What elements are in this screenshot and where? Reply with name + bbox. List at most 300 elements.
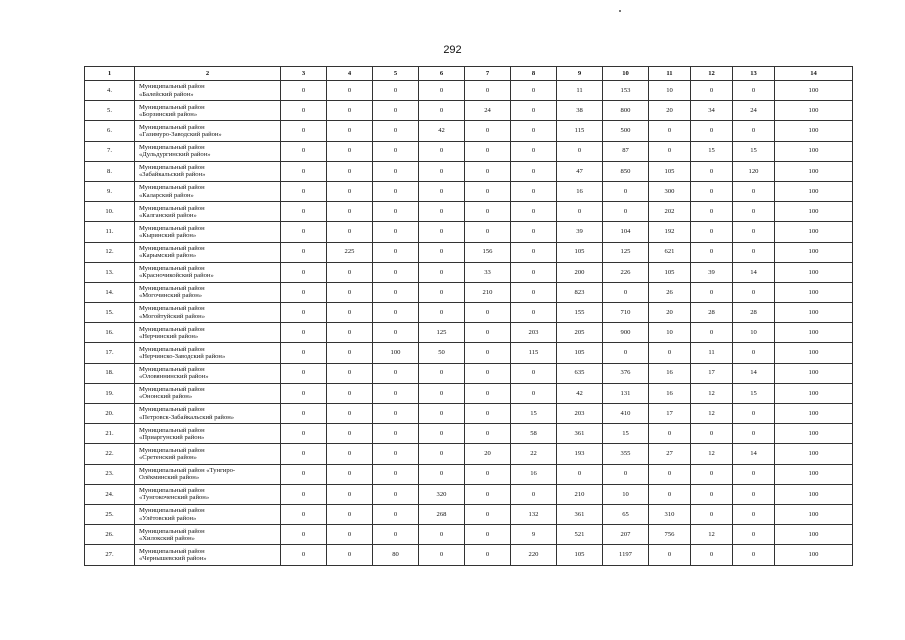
value-cell-col-12: 0 [691, 323, 733, 343]
value-cell-col-13: 28 [733, 303, 775, 323]
value-cell-col-10: 0 [603, 343, 649, 363]
value-cell-col-8: 16 [511, 464, 557, 484]
value-cell-col-7: 210 [465, 282, 511, 302]
district-name [135, 424, 281, 444]
district-name-line: Муниципальный район [139, 285, 205, 293]
value-cell-col-7: 20 [465, 444, 511, 464]
value-cell-col-11: 16 [649, 383, 691, 403]
value-cell-col-9: 0 [557, 464, 603, 484]
header-cell: 4 [327, 67, 373, 81]
value-cell-col-4: 0 [327, 525, 373, 545]
value-cell-col-5: 0 [373, 464, 419, 484]
scan-speck [619, 10, 621, 12]
district-name-line: «Сретенский район» [139, 453, 197, 461]
header-cell: 3 [281, 67, 327, 81]
value-cell-col-5: 0 [373, 383, 419, 403]
table-row [85, 323, 853, 343]
page-number: 292 [443, 44, 462, 56]
value-cell-col-7: 156 [465, 242, 511, 262]
district-name-line: Муниципальный район [139, 204, 205, 212]
row-number: 6. [85, 121, 135, 141]
row-number: 8. [85, 161, 135, 181]
row-number: 5. [85, 101, 135, 121]
value-cell-col-11: 105 [649, 161, 691, 181]
value-cell-col-12: 0 [691, 161, 733, 181]
value-cell-col-6: 0 [419, 444, 465, 464]
value-cell-col-5: 0 [373, 525, 419, 545]
value-cell-col-5: 0 [373, 222, 419, 242]
district-name [135, 323, 281, 343]
value-cell-col-8: 220 [511, 545, 557, 565]
value-cell-col-3: 0 [281, 141, 327, 161]
district-name-line: Муниципальный район [139, 244, 205, 252]
district-name [135, 383, 281, 403]
table-row [85, 404, 853, 424]
district-name-line: Муниципальный район [139, 487, 205, 495]
district-name-line: Муниципальный район [139, 507, 205, 515]
header-cell: 7 [465, 67, 511, 81]
value-cell-col-11: 10 [649, 323, 691, 343]
value-cell-col-5: 0 [373, 202, 419, 222]
row-number: 13. [85, 262, 135, 282]
district-name-line: Олёкминский район» [139, 474, 200, 482]
row-number: 19. [85, 383, 135, 403]
value-cell-col-10: 376 [603, 363, 649, 383]
value-cell-col-8: 0 [511, 121, 557, 141]
value-cell-col-12: 34 [691, 101, 733, 121]
value-cell-col-9: 38 [557, 101, 603, 121]
value-cell-col-3: 0 [281, 242, 327, 262]
header-cell: 5 [373, 67, 419, 81]
row-number: 15. [85, 303, 135, 323]
value-cell-col-5: 0 [373, 101, 419, 121]
district-name-line: «Красночикойский район» [139, 272, 214, 280]
value-cell-col-11: 0 [649, 141, 691, 161]
row-number: 4. [85, 81, 135, 101]
value-cell-col-13: 10 [733, 323, 775, 343]
value-cell-col-9: 635 [557, 363, 603, 383]
value-cell-col-10: 0 [603, 181, 649, 201]
table-row [85, 161, 853, 181]
value-cell-col-6: 0 [419, 101, 465, 121]
value-cell-col-12: 0 [691, 424, 733, 444]
value-cell-col-9: 42 [557, 383, 603, 403]
value-cell-col-5: 0 [373, 484, 419, 504]
value-cell-col-11: 27 [649, 444, 691, 464]
value-cell-col-6: 0 [419, 181, 465, 201]
value-cell-col-9: 205 [557, 323, 603, 343]
table-row [85, 484, 853, 504]
table-row [85, 121, 853, 141]
value-cell-col-5: 0 [373, 282, 419, 302]
district-name-line: Муниципальный район «Тунгиро- [139, 466, 236, 474]
district-name-line: Муниципальный район [139, 224, 205, 232]
value-cell-col-11: 310 [649, 504, 691, 524]
value-cell-col-13: 0 [733, 484, 775, 504]
value-cell-col-11: 10 [649, 81, 691, 101]
value-cell-col-3: 0 [281, 383, 327, 403]
value-cell-col-8: 0 [511, 282, 557, 302]
value-cell-col-4: 0 [327, 262, 373, 282]
district-name-line: «Балейский район» [139, 90, 194, 98]
value-cell-col-3: 0 [281, 464, 327, 484]
value-cell-col-8: 0 [511, 222, 557, 242]
district-name [135, 444, 281, 464]
value-cell-col-3: 0 [281, 363, 327, 383]
value-cell-col-9: 0 [557, 202, 603, 222]
table-row [85, 424, 853, 444]
value-cell-col-4: 0 [327, 101, 373, 121]
district-name-line: Муниципальный район [139, 406, 205, 414]
value-cell-col-9: 105 [557, 545, 603, 565]
value-cell-col-4: 0 [327, 202, 373, 222]
value-cell-col-12: 12 [691, 404, 733, 424]
value-cell-col-5: 0 [373, 363, 419, 383]
value-cell-col-12: 0 [691, 81, 733, 101]
value-cell-col-11: 192 [649, 222, 691, 242]
value-cell-col-13: 14 [733, 262, 775, 282]
value-cell-col-10: 0 [603, 464, 649, 484]
value-cell-col-9: 193 [557, 444, 603, 464]
value-cell-col-11: 16 [649, 363, 691, 383]
value-cell-col-11: 0 [649, 343, 691, 363]
district-name [135, 141, 281, 161]
value-cell-col-3: 0 [281, 545, 327, 565]
district-name [135, 121, 281, 141]
value-cell-col-8: 15 [511, 404, 557, 424]
district-name [135, 303, 281, 323]
table-row [85, 141, 853, 161]
value-cell-col-10: 850 [603, 161, 649, 181]
district-name-line: Муниципальный район [139, 527, 205, 535]
value-cell-col-10: 800 [603, 101, 649, 121]
row-number: 12. [85, 242, 135, 262]
row-number: 21. [85, 424, 135, 444]
value-cell-col-8: 0 [511, 202, 557, 222]
value-cell-col-3: 0 [281, 161, 327, 181]
value-cell-col-14: 100 [775, 282, 853, 302]
district-name-line: «Тунгокоченский район» [139, 494, 210, 502]
value-cell-col-5: 0 [373, 424, 419, 444]
district-name-line: Муниципальный район [139, 123, 205, 131]
row-number: 17. [85, 343, 135, 363]
value-cell-col-3: 0 [281, 404, 327, 424]
value-cell-col-3: 0 [281, 202, 327, 222]
value-cell-col-7: 0 [465, 525, 511, 545]
row-number: 11. [85, 222, 135, 242]
header-cell: 10 [603, 67, 649, 81]
value-cell-col-11: 26 [649, 282, 691, 302]
value-cell-col-14: 100 [775, 161, 853, 181]
value-cell-col-13: 15 [733, 141, 775, 161]
district-name-line: «Газимуро-Заводский район» [139, 130, 222, 138]
value-cell-col-13: 120 [733, 161, 775, 181]
value-cell-col-7: 0 [465, 141, 511, 161]
table-row [85, 363, 853, 383]
value-cell-col-5: 0 [373, 81, 419, 101]
value-cell-col-7: 24 [465, 101, 511, 121]
value-cell-col-8: 0 [511, 262, 557, 282]
value-cell-col-3: 0 [281, 222, 327, 242]
value-cell-col-13: 0 [733, 424, 775, 444]
value-cell-col-6: 0 [419, 282, 465, 302]
value-cell-col-14: 100 [775, 404, 853, 424]
value-cell-col-3: 0 [281, 262, 327, 282]
value-cell-col-4: 0 [327, 303, 373, 323]
value-cell-col-14: 100 [775, 262, 853, 282]
header-cell: 14 [775, 67, 853, 81]
value-cell-col-6: 0 [419, 383, 465, 403]
value-cell-col-11: 0 [649, 121, 691, 141]
value-cell-col-11: 756 [649, 525, 691, 545]
value-cell-col-8: 9 [511, 525, 557, 545]
table-row [85, 222, 853, 242]
district-name [135, 242, 281, 262]
value-cell-col-12: 11 [691, 343, 733, 363]
district-name-line: «Приаргунский район» [139, 433, 205, 441]
value-cell-col-10: 10 [603, 484, 649, 504]
value-cell-col-12: 15 [691, 141, 733, 161]
value-cell-col-4: 0 [327, 504, 373, 524]
value-cell-col-13: 0 [733, 181, 775, 201]
value-cell-col-14: 100 [775, 141, 853, 161]
value-cell-col-14: 100 [775, 464, 853, 484]
value-cell-col-14: 100 [775, 101, 853, 121]
value-cell-col-5: 0 [373, 121, 419, 141]
district-name [135, 101, 281, 121]
row-number: 25. [85, 504, 135, 524]
data-table [84, 66, 853, 566]
table-row [85, 101, 853, 121]
header-row [85, 67, 853, 81]
value-cell-col-13: 0 [733, 121, 775, 141]
value-cell-col-14: 100 [775, 444, 853, 464]
value-cell-col-4: 0 [327, 404, 373, 424]
value-cell-col-7: 0 [465, 81, 511, 101]
value-cell-col-7: 33 [465, 262, 511, 282]
value-cell-col-14: 100 [775, 424, 853, 444]
value-cell-col-7: 0 [465, 343, 511, 363]
value-cell-col-4: 0 [327, 121, 373, 141]
value-cell-col-7: 0 [465, 121, 511, 141]
value-cell-col-6: 0 [419, 262, 465, 282]
value-cell-col-13: 15 [733, 383, 775, 403]
value-cell-col-7: 0 [465, 222, 511, 242]
header-cell: 8 [511, 67, 557, 81]
row-number: 14. [85, 282, 135, 302]
value-cell-col-8: 0 [511, 101, 557, 121]
table-row [85, 343, 853, 363]
value-cell-col-5: 0 [373, 141, 419, 161]
value-cell-col-9: 105 [557, 242, 603, 262]
value-cell-col-4: 0 [327, 444, 373, 464]
value-cell-col-12: 0 [691, 464, 733, 484]
header-cell: 6 [419, 67, 465, 81]
value-cell-col-9: 361 [557, 504, 603, 524]
district-name [135, 545, 281, 565]
row-number: 20. [85, 404, 135, 424]
row-number: 9. [85, 181, 135, 201]
header-cell: 9 [557, 67, 603, 81]
value-cell-col-12: 12 [691, 525, 733, 545]
value-cell-col-8: 203 [511, 323, 557, 343]
value-cell-col-12: 0 [691, 545, 733, 565]
value-cell-col-3: 0 [281, 504, 327, 524]
district-name-line: Муниципальный район [139, 143, 205, 151]
value-cell-col-4: 0 [327, 181, 373, 201]
value-cell-col-4: 0 [327, 81, 373, 101]
district-name-line: Муниципальный район [139, 265, 205, 273]
district-name-line: «Оловяннинский район» [139, 373, 209, 381]
value-cell-col-11: 202 [649, 202, 691, 222]
value-cell-col-14: 100 [775, 81, 853, 101]
district-name [135, 81, 281, 101]
value-cell-col-3: 0 [281, 101, 327, 121]
value-cell-col-4: 0 [327, 464, 373, 484]
value-cell-col-9: 203 [557, 404, 603, 424]
value-cell-col-12: 0 [691, 181, 733, 201]
table-row [85, 202, 853, 222]
value-cell-col-3: 0 [281, 323, 327, 343]
value-cell-col-11: 621 [649, 242, 691, 262]
district-name [135, 525, 281, 545]
value-cell-col-8: 0 [511, 141, 557, 161]
value-cell-col-7: 0 [465, 464, 511, 484]
value-cell-col-9: 105 [557, 343, 603, 363]
value-cell-col-13: 0 [733, 464, 775, 484]
district-name [135, 222, 281, 242]
value-cell-col-11: 0 [649, 545, 691, 565]
value-cell-col-13: 0 [733, 404, 775, 424]
value-cell-col-3: 0 [281, 121, 327, 141]
value-cell-col-13: 0 [733, 525, 775, 545]
value-cell-col-8: 132 [511, 504, 557, 524]
district-name-line: Муниципальный район [139, 366, 205, 374]
value-cell-col-10: 410 [603, 404, 649, 424]
value-cell-col-5: 0 [373, 444, 419, 464]
value-cell-col-6: 0 [419, 161, 465, 181]
value-cell-col-7: 0 [465, 484, 511, 504]
district-name-line: «Чернышевский район» [139, 554, 207, 562]
value-cell-col-14: 100 [775, 121, 853, 141]
table-row [85, 282, 853, 302]
value-cell-col-6: 0 [419, 404, 465, 424]
value-cell-col-11: 20 [649, 303, 691, 323]
value-cell-col-12: 0 [691, 222, 733, 242]
table-row [85, 444, 853, 464]
value-cell-col-13: 14 [733, 444, 775, 464]
value-cell-col-8: 0 [511, 303, 557, 323]
value-cell-col-3: 0 [281, 303, 327, 323]
row-number: 10. [85, 202, 135, 222]
value-cell-col-4: 0 [327, 323, 373, 343]
value-cell-col-4: 225 [327, 242, 373, 262]
district-name-line: «Каларский район» [139, 191, 194, 199]
district-name-line: Муниципальный район [139, 103, 205, 111]
value-cell-col-4: 0 [327, 343, 373, 363]
district-name-line: «Забайкальский район» [139, 171, 206, 179]
value-cell-col-3: 0 [281, 444, 327, 464]
value-cell-col-3: 0 [281, 181, 327, 201]
value-cell-col-9: 47 [557, 161, 603, 181]
district-name-line: «Борзинский район» [139, 110, 198, 118]
value-cell-col-8: 0 [511, 383, 557, 403]
value-cell-col-6: 0 [419, 363, 465, 383]
value-cell-col-11: 0 [649, 424, 691, 444]
header-cell: 11 [649, 67, 691, 81]
value-cell-col-14: 100 [775, 484, 853, 504]
value-cell-col-7: 0 [465, 424, 511, 444]
table-row [85, 181, 853, 201]
value-cell-col-6: 0 [419, 545, 465, 565]
value-cell-col-5: 0 [373, 242, 419, 262]
value-cell-col-4: 0 [327, 545, 373, 565]
value-cell-col-14: 100 [775, 202, 853, 222]
value-cell-col-5: 100 [373, 343, 419, 363]
value-cell-col-14: 100 [775, 363, 853, 383]
value-cell-col-12: 0 [691, 242, 733, 262]
value-cell-col-4: 0 [327, 141, 373, 161]
value-cell-col-12: 0 [691, 202, 733, 222]
value-cell-col-7: 0 [465, 404, 511, 424]
value-cell-col-5: 80 [373, 545, 419, 565]
district-name-line: Муниципальный район [139, 386, 205, 394]
value-cell-col-9: 11 [557, 81, 603, 101]
value-cell-col-11: 20 [649, 101, 691, 121]
value-cell-col-10: 15 [603, 424, 649, 444]
value-cell-col-14: 100 [775, 525, 853, 545]
value-cell-col-7: 0 [465, 383, 511, 403]
table-row [85, 262, 853, 282]
district-name [135, 404, 281, 424]
value-cell-col-6: 268 [419, 504, 465, 524]
row-number: 7. [85, 141, 135, 161]
value-cell-col-6: 0 [419, 202, 465, 222]
value-cell-col-3: 0 [281, 282, 327, 302]
district-name-line: Муниципальный район [139, 164, 205, 172]
district-name-line: «Калганский район» [139, 211, 197, 219]
value-cell-col-5: 0 [373, 404, 419, 424]
value-cell-col-7: 0 [465, 323, 511, 343]
value-cell-col-10: 131 [603, 383, 649, 403]
table-row [85, 504, 853, 524]
value-cell-col-14: 100 [775, 181, 853, 201]
value-cell-col-6: 50 [419, 343, 465, 363]
table-row [85, 383, 853, 403]
value-cell-col-8: 0 [511, 242, 557, 262]
value-cell-col-13: 0 [733, 343, 775, 363]
header-cell: 1 [85, 67, 135, 81]
header-cell: 12 [691, 67, 733, 81]
value-cell-col-6: 320 [419, 484, 465, 504]
value-cell-col-11: 0 [649, 464, 691, 484]
value-cell-col-10: 0 [603, 282, 649, 302]
value-cell-col-9: 155 [557, 303, 603, 323]
value-cell-col-10: 900 [603, 323, 649, 343]
value-cell-col-12: 12 [691, 383, 733, 403]
value-cell-col-6: 42 [419, 121, 465, 141]
value-cell-col-10: 355 [603, 444, 649, 464]
value-cell-col-4: 0 [327, 222, 373, 242]
value-cell-col-14: 100 [775, 383, 853, 403]
district-name-line: «Улётовский район» [139, 514, 197, 522]
district-name [135, 504, 281, 524]
value-cell-col-4: 0 [327, 484, 373, 504]
value-cell-col-14: 100 [775, 222, 853, 242]
value-cell-col-10: 710 [603, 303, 649, 323]
row-number: 27. [85, 545, 135, 565]
value-cell-col-5: 0 [373, 303, 419, 323]
